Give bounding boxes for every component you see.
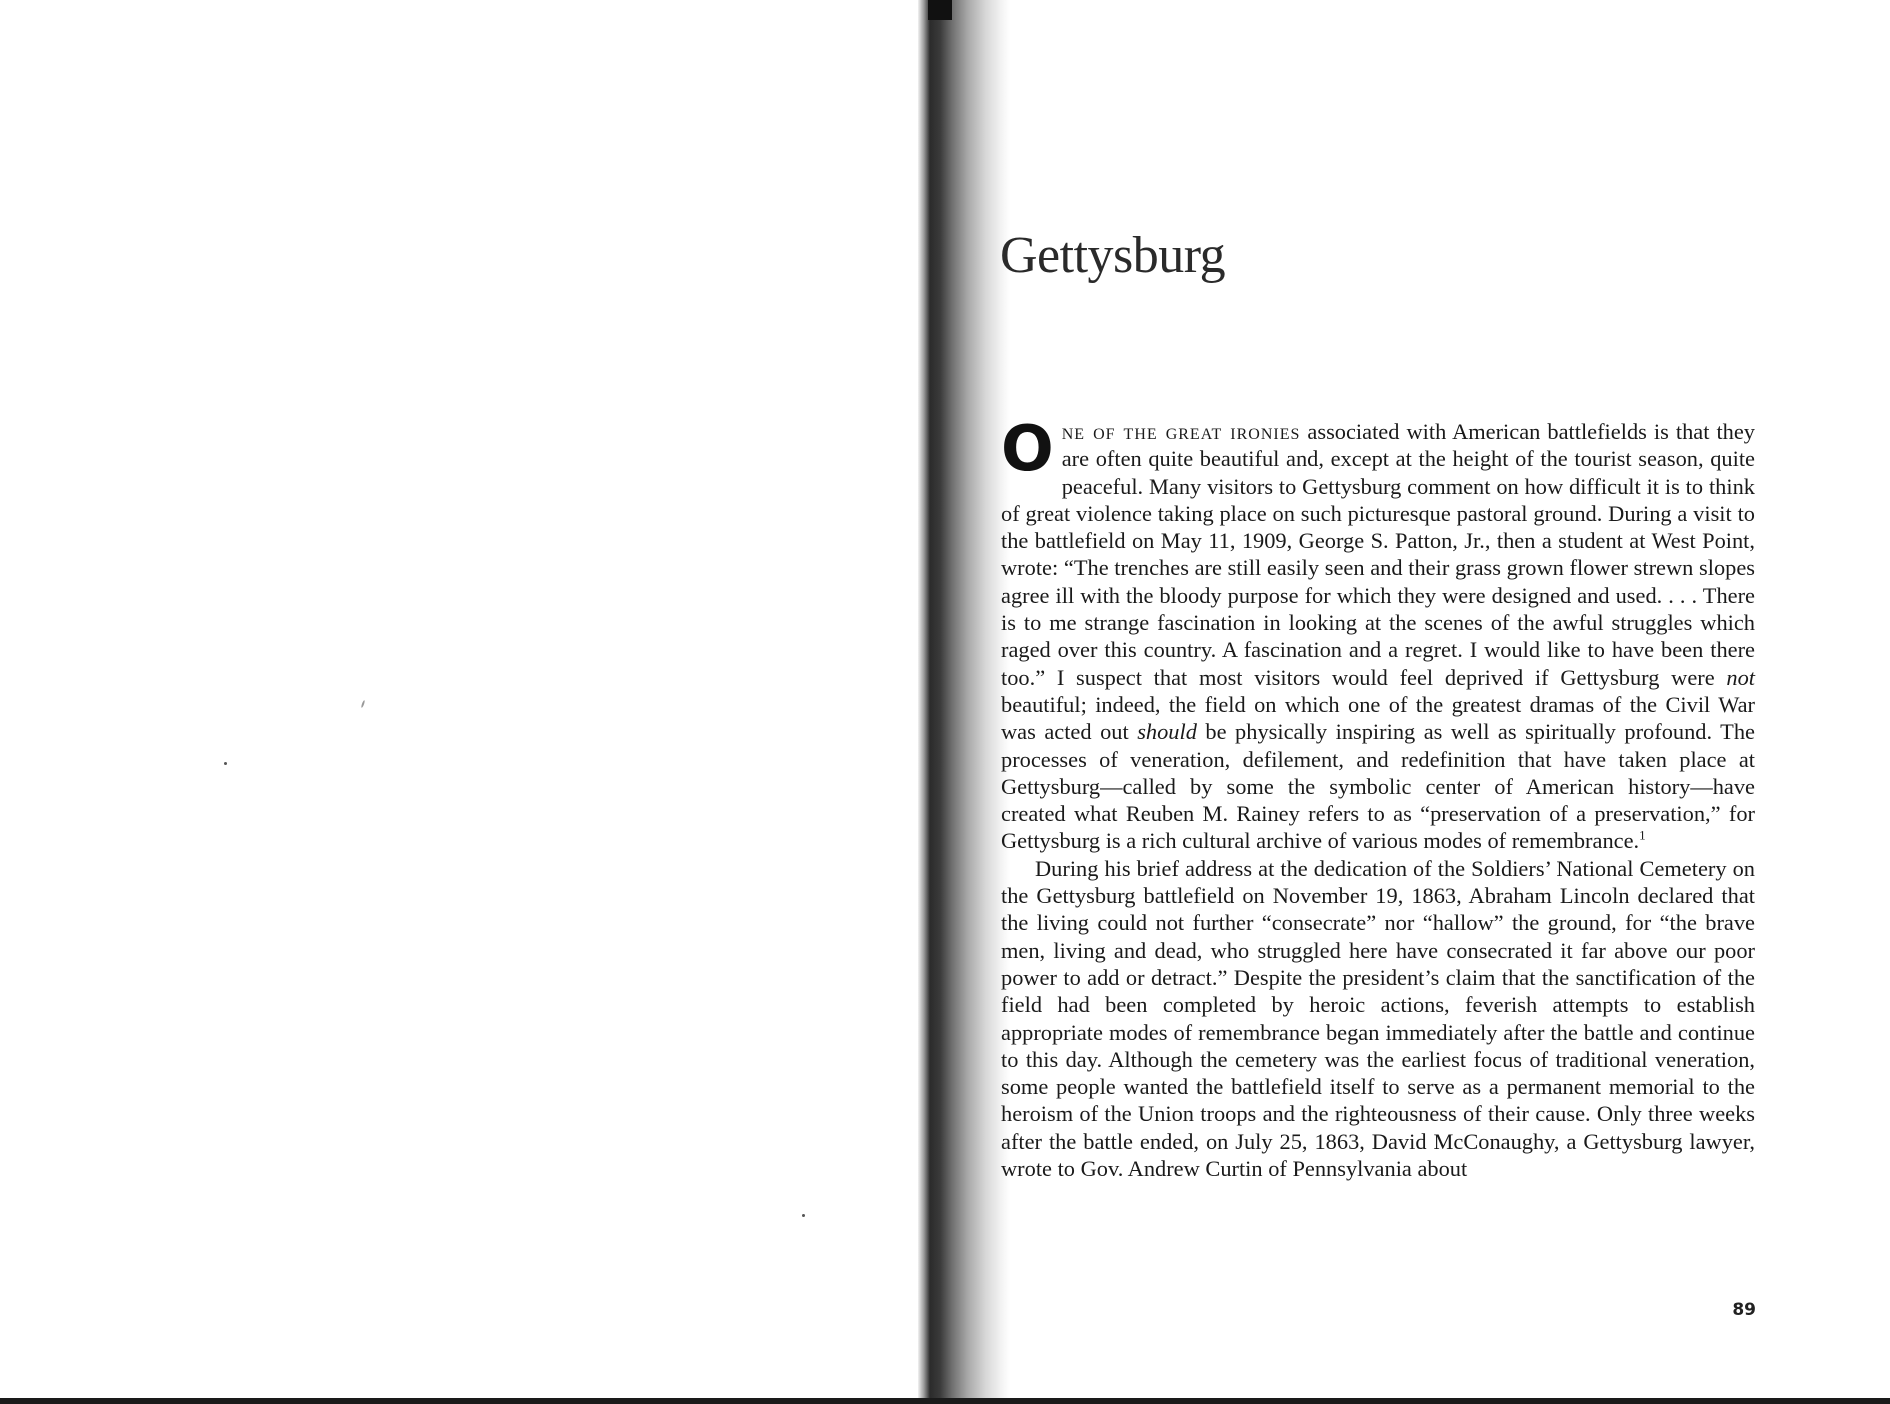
book-gutter-top-edge <box>928 0 952 20</box>
left-page-blank <box>0 0 920 1404</box>
footnote-marker: 1 <box>1639 827 1646 843</box>
body-text <box>1001 412 1755 1182</box>
page-speck <box>802 1214 805 1217</box>
paragraph-1-text-a: associated with American battlefields is that they are often quite beautiful and, except at the height of the tourist season, quite peaceful. Many visitors to Gettysburg comment on how difficult it is to think of great violence taking place on such picturesque pastoral ground. During a visit to the battlefield on May 11, 1909, George S. Patton, Jr., then a student at West Point, wrote: “The trenches are still easily seen and their grass grown flower strewn slopes agree ill with the bloody purpose for which they were designed and used. . . . There is to me strange fascination in looking at the scenes of the awful struggles which raged over this country. A fascination and a regret. I would like to have been there too.” I suspect that most visitors would feel deprived if Gettysburg were <box>1001 419 1755 690</box>
scan-bottom-edge <box>0 1398 1890 1404</box>
paragraph-1-text-c: be physically inspiring as well as spiritually profound. The processes of veneration, defilement, and redefinition that have taken place at Gettysburg—called by some the symbolic center of American history—have created what Reuben M. Rainey refers to as “preservation of a preservation,” for Gettysburg is a rich cultural archive of various modes of remembrance. <box>1001 719 1755 854</box>
book-gutter-shadow <box>918 0 1010 1404</box>
emphasis-not: not <box>1726 664 1755 690</box>
page-speck <box>361 700 366 708</box>
emphasis-should: should <box>1137 719 1197 745</box>
lead-small-caps: ne of the great ironies <box>1061 419 1301 444</box>
paragraph-1 <box>1001 412 1755 855</box>
drop-cap: O <box>1001 412 1054 485</box>
paragraph-1-text-b: beautiful; indeed, the field on which one of the greatest dramas of the Civil War was acted out <box>1001 691 1755 745</box>
page-number: 89 <box>1732 1300 1756 1320</box>
page-speck <box>224 762 227 765</box>
chapter-title: Gettysburg <box>1000 227 1226 284</box>
paragraph-2: During his brief address at the dedication of the Soldiers’ National Cemetery on the Gettysburg battlefield on November 19, 1863, Abraham Lincoln declared that the living could not further “consecrate” nor “hallow” the ground, for “the brave men, living and dead, who struggled here have consecrated it far above our poor power to add or detract.” Despite the president’s claim that the sanctification of the field had been completed by heroic actions, feverish attempts to establish appropriate modes of remembrance began immediately after the battle and continue to this day. Although the cemetery was the earliest focus of traditional veneration, some people wanted the battlefield itself to serve as a permanent memorial to the heroism of the Union troops and the righteousness of their cause. Only three weeks after the battle ended, on July 25, 1863, David McConaughy, a Gettysburg lawyer, wrote to Gov. Andrew Curtin of Pennsylvania about <box>1001 855 1755 1182</box>
